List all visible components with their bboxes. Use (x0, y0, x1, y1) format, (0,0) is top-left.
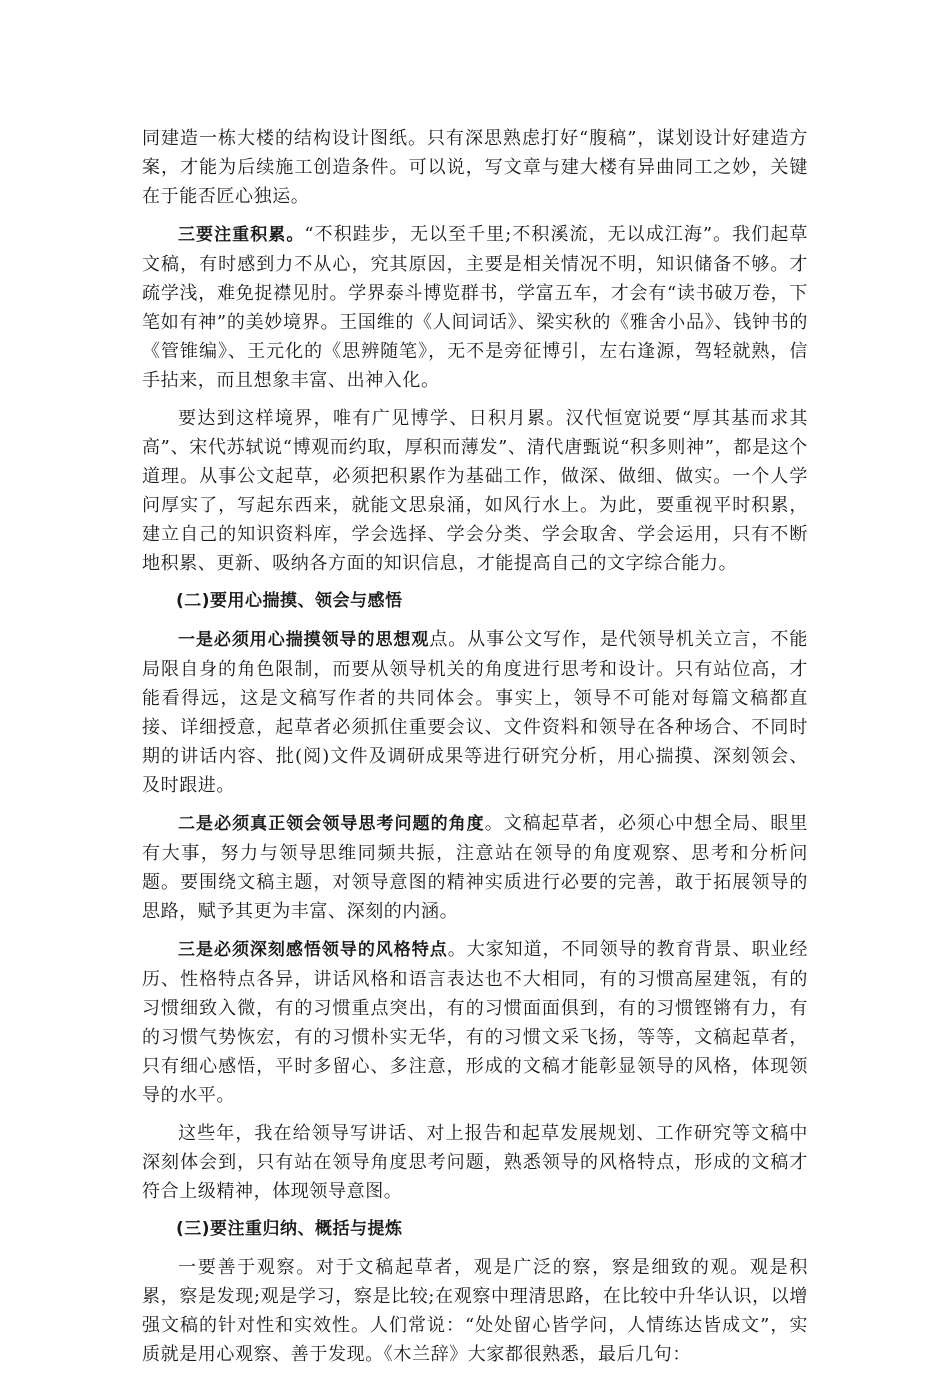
paragraph-point-3-text: 。大家知道，不同领导的教育背景、职业经历、性格特点各异，讲话风格和语言表达也不大相同，有的习惯高屋建瓴，有的习惯细致入微，有的习惯重点突出，有的习惯面面俱到，有的习惯铿锵有力，有的习惯气势恢宏，有的习惯朴实无华，有的习惯文采飞扬，等等，文稿起草者，只有细心感悟，平时多留心、多注意，形成的文稿才能彰显领导的风格，体现领导的水平。 (142, 939, 809, 1106)
paragraph-point-1 (142, 625, 808, 800)
paragraph-learning-text: 要达到这样境界，唯有广见博学、日积月累。汉代恒宽说要“厚其基而求其高”、宋代苏轼说“博观而约取，厚积而薄发”、清代唐甄说“积多则神”，都是这个道理。从事公文起草，必须把积累作为基础工作，做深、做细、做实。一个人学问厚实了，写起东西来，就能文思泉涌，如风行水上。为此，要重视平时积累，建立自己的知识资料库，学会选择、学会分类、学会取舍、学会运用，只有不断地积累、更新、吸纳各方面的知识信息，才能提高自己的文字综合能力。 (142, 408, 808, 574)
paragraph-point-1-lead: 一是必须用心揣摸领导的思想观 (178, 630, 430, 650)
paragraph-1 (142, 124, 808, 211)
paragraph-learning (142, 404, 808, 578)
paragraph-accumulation-lead: 三要注重积累。 (178, 225, 305, 245)
paragraph-point-2-lead: 二是必须真正领会领导思考问题的角度 (178, 814, 485, 834)
paragraph-experience-text: 这些年，我在给领导写讲话、对上报告和起草发展规划、工作研究等文稿中深刻体会到，只有站在领导角度思考问题，熟悉领导的风格特点，形成的文稿才符合上级精神，体现领导意图。 (142, 1123, 808, 1202)
paragraph-point-1-text: 点。从事公文写作，是代领导机关立言，不能局限自身的角色限制，而要从领导机关的角度进行思考和设计。只有站位高，才能看得远，这是文稿写作者的共同体会。事实上，领导不可能对每篇文稿都直接、详细授意，起草者必须抓住重要会议、文件资料和领导在各种场合、不同时期的讲话内容、批(阅)文件及调研成果等进行研究分析，用心揣摸、深刻领会、及时跟进。 (142, 629, 809, 796)
document-page (142, 124, 808, 1378)
paragraph-1-text: 同建造一栋大楼的结构设计图纸。只有深思熟虑打好“腹稿”，谋划设计好建造方案，才能为后续施工创造条件。可以说，写文章与建大楼有异曲同工之妙，关键在于能否匠心独运。 (142, 128, 808, 207)
paragraph-point-3 (142, 935, 808, 1110)
paragraph-accumulation (142, 220, 808, 395)
paragraph-point-2-text: 。文稿起草者，必须心中想全局、眼里有大事，努力与领导思维同频共振，注意站在领导的角度观察、思考和分析问题。要围绕文稿主题，对领导意图的精神实质进行必要的完善，敢于拓展领导的思路，赋予其更为丰富、深刻的内涵。 (142, 813, 808, 922)
paragraph-observe (142, 1253, 808, 1369)
paragraph-observe-text: 一要善于观察。对于文稿起草者，观是广泛的察，察是细致的观。观是积累，察是发现;观是学习，察是比较;在观察中理清思路，在比较中升华认识，以增强文稿的针对性和实效性。人们常说：“处处留心皆学问，人情练达皆成文”，实质就是用心观察、善于发现。《木兰辞》大家都很熟悉，最后几句： (142, 1257, 808, 1365)
paragraph-point-2 (142, 809, 808, 926)
paragraph-experience (142, 1119, 808, 1206)
section-heading-3: (三)要注重归纳、概括与提炼 (176, 1219, 403, 1239)
paragraph-point-3-lead: 三是必须深刻感悟领导的风格特点 (178, 940, 448, 960)
paragraph-accumulation-text: “不积跬步，无以至千里;不积溪流，无以成江海”。我们起草文稿，有时感到力不从心，究其原因，主要是相关情况不明，知识储备不够。才疏学浅，难免捉襟见肘。学界泰斗博览群书，学富五车，才会有“读书破万卷，下笔如有神”的美妙境界。王国维的《人间词话》、梁实秋的《雅舍小品》、钱钟书的《管锥编》、王元化的《思辨随笔》，无不是旁征博引，左右逢源，驾轻就熟，信手拈来，而且想象丰富、出神入化。 (142, 224, 808, 391)
section-heading-2: (二)要用心揣摸、领会与感悟 (176, 591, 403, 611)
